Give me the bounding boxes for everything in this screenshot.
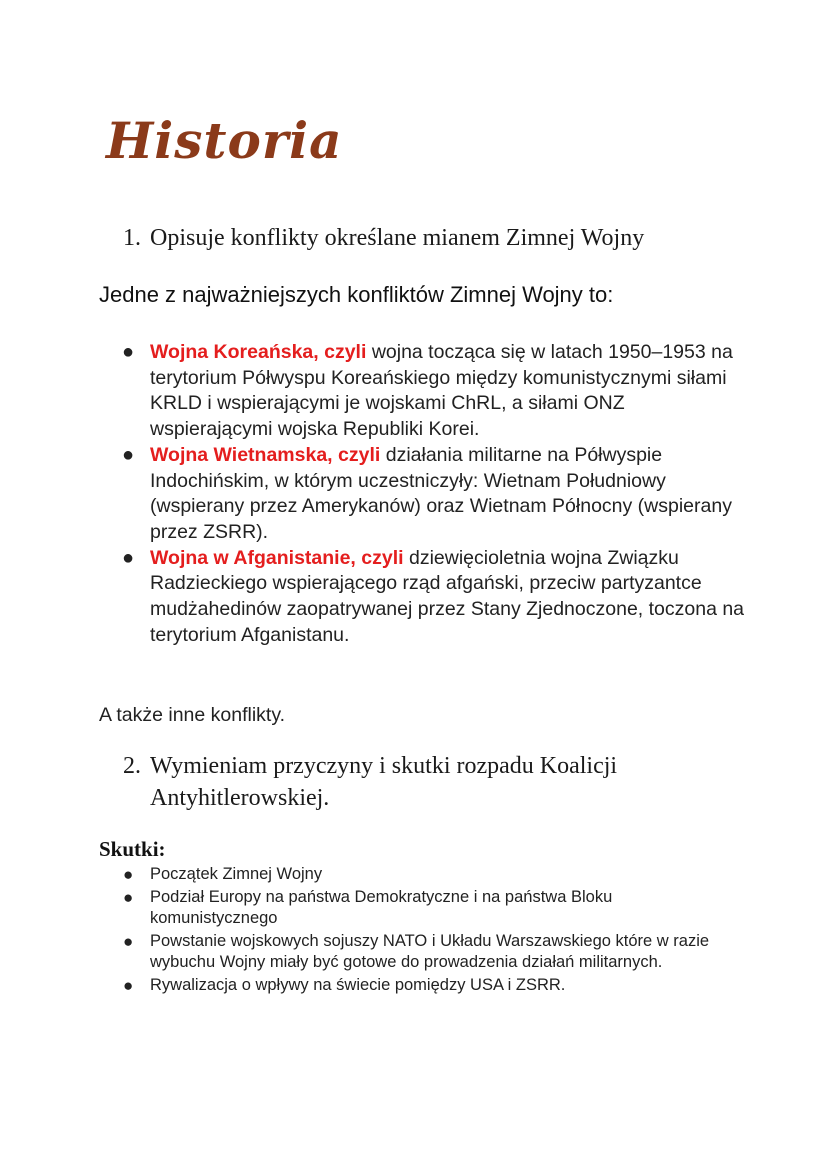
- bullet-icon: ●: [122, 546, 135, 569]
- section-heading-text: Opisuje konflikty określane mianem Zimnej Wojny: [150, 225, 645, 251]
- skutek-text: Podział Europy na państwa Demokratyczne i na państwa Bloku komunistycznego: [150, 888, 613, 927]
- list-item: [123, 887, 740, 929]
- bullet-icon: ●: [123, 865, 134, 884]
- conflict-text: wojna tocząca się w latach 1950–1953 na terytorium Półwyspu Koreańskiego między komunistycznymi siłami KRLD i wspierającymi je wojskami ChRL, a siłami ONZ wspierającymi wojska Republiki Korei.: [150, 341, 733, 441]
- list-item: [123, 931, 740, 973]
- skutki-list: [123, 864, 740, 998]
- section-number: 1.: [123, 225, 141, 251]
- conflict-highlight: Wojna Koreańska, czyli: [150, 341, 367, 363]
- conflict-text: działania militarne na Półwyspie Indochińskim, w którym uczestniczyły: Wietnam Południowy (wspierany przez Amerykanów) oraz Wietnam Północny (wspierany przez ZSRR).: [150, 443, 732, 543]
- conflict-highlight: Wojna Wietnamska, czyli: [150, 443, 381, 466]
- bullet-icon: ●: [123, 932, 134, 951]
- conflict-highlight: Wojna w Afganistanie, czyli: [150, 546, 404, 569]
- section-number: 2.: [123, 753, 141, 779]
- conflict-text: dziewięcioletnia wojna Związku Radzieckiego wspierającego rząd afgański, przeciw partyzantce mudżahedinów zaopatrywanej przez Stany Zjednoczone, toczona na terytorium Afganistanu.: [150, 546, 745, 646]
- bullet-icon: ●: [122, 443, 135, 466]
- page-title: Historia: [106, 111, 343, 170]
- section-heading-text: Wymieniam przyczyny i skutki rozpadu Koalicji: [150, 753, 618, 779]
- intro-paragraph: Jedne z najważniejszych konfliktów Zimnej Wojny to:: [99, 282, 614, 307]
- bullet-icon: ●: [123, 888, 134, 907]
- list-item: [122, 443, 750, 546]
- list-item: [122, 546, 750, 649]
- list-item: [123, 975, 740, 996]
- skutek-text: Rywalizacja o wpływy na świecie pomiędzy USA i ZSRR.: [150, 976, 566, 994]
- skutek-text: Powstanie wojskowych sojuszy NATO i Układu Warszawskiego które w razie wybuchu Wojny miały być gotowe do prowadzenia działań militarnych.: [150, 932, 710, 971]
- section-heading-2: [123, 750, 683, 814]
- list-item: [122, 340, 750, 443]
- bullet-icon: ●: [123, 976, 134, 995]
- conflicts-list: [122, 340, 750, 648]
- list-item: [123, 864, 740, 885]
- outro-paragraph: A także inne konflikty.: [99, 704, 286, 726]
- section-heading-1: [123, 222, 644, 254]
- skutki-heading: Skutki:: [99, 837, 166, 861]
- skutek-text: Początek Zimnej Wojny: [150, 865, 323, 883]
- bullet-icon: ●: [122, 341, 135, 363]
- section-heading-text-cont: Antyhitlerowskiej.: [150, 785, 330, 811]
